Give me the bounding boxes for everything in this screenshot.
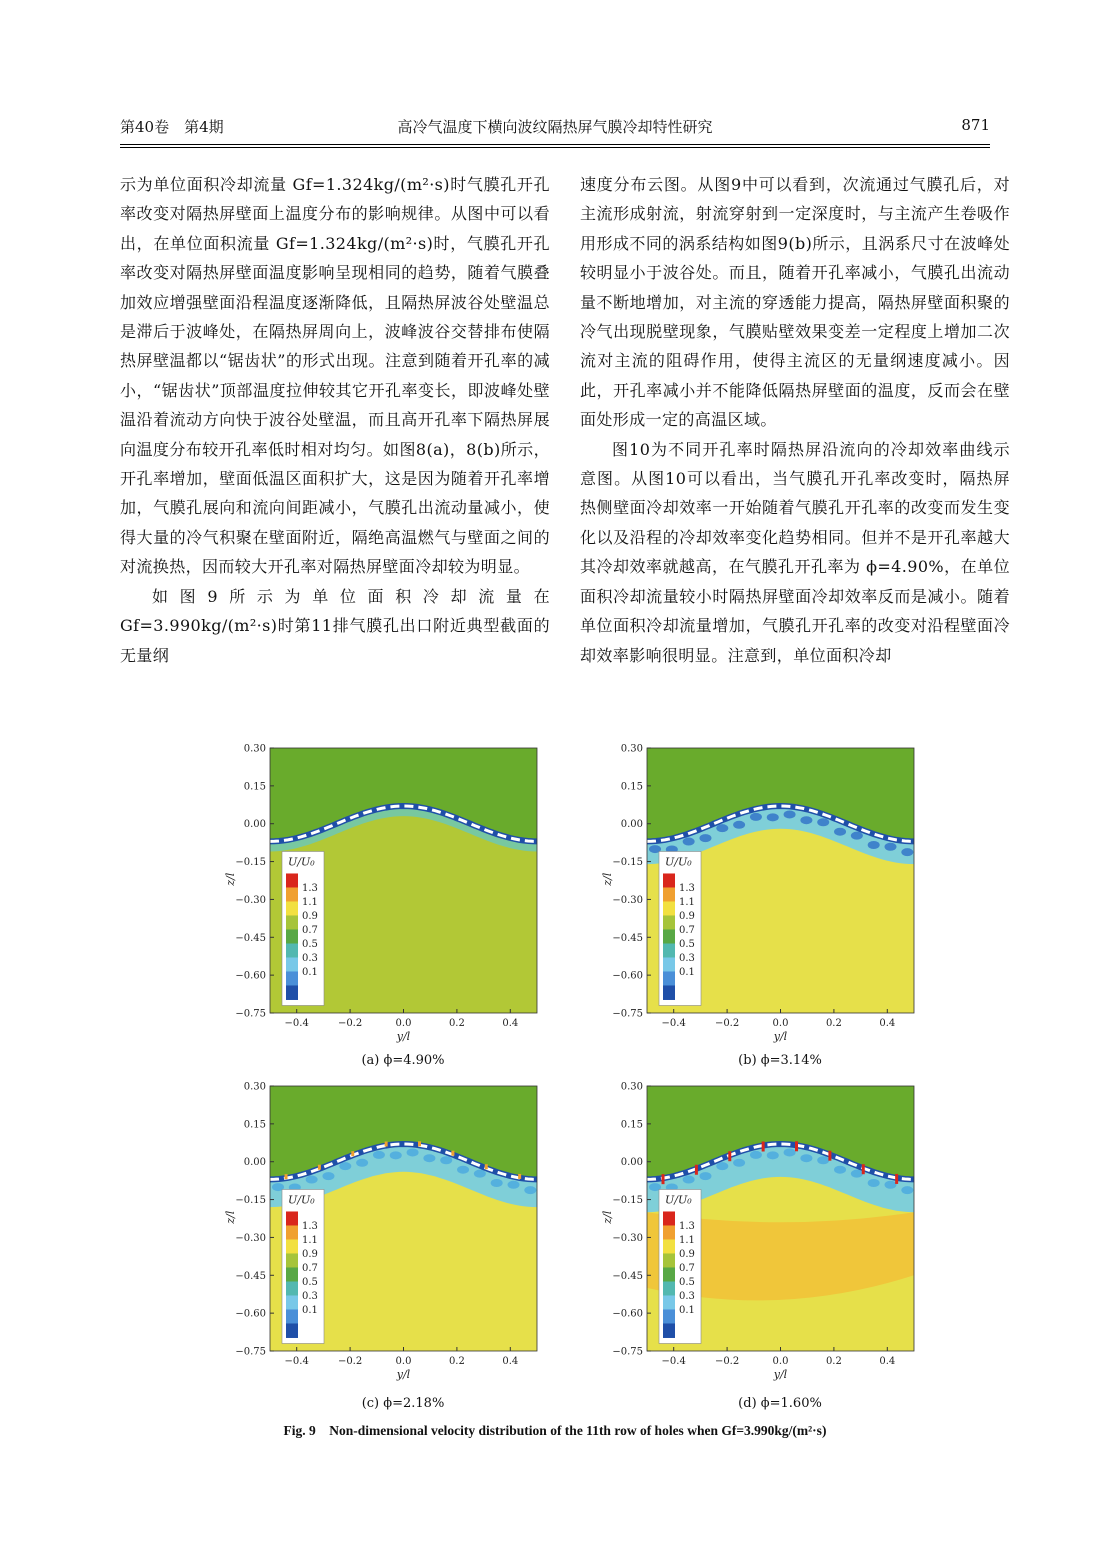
- y-tick-label: −0.15: [235, 857, 266, 869]
- header-rule-thin: [120, 147, 990, 148]
- y-tick-label: −0.15: [235, 1195, 266, 1207]
- y-tick-label: −0.75: [612, 1008, 643, 1020]
- x-tick-label: 0.0: [395, 1018, 412, 1029]
- y-tick-label: −0.75: [235, 1346, 266, 1358]
- running-header: [120, 116, 990, 140]
- y-axis-label: z/l: [224, 872, 237, 886]
- y-tick-label: 0.15: [243, 1119, 266, 1131]
- panel-d-caption: (d) ϕ=1.60%: [738, 1396, 822, 1411]
- legend-level-label: 0.3: [679, 1290, 695, 1302]
- x-axis-label: y/l: [396, 1368, 411, 1381]
- legend-level-label: 0.5: [679, 1276, 695, 1288]
- legend-level-label: 0.3: [302, 952, 318, 964]
- x-tick-label: 0.0: [772, 1356, 789, 1367]
- y-tick-label: −0.15: [612, 1195, 643, 1207]
- legend-level-label: 0.5: [302, 1276, 318, 1288]
- header-rule-thick: [120, 144, 990, 145]
- legend-level-label: 0.1: [679, 1304, 695, 1316]
- contour-panel-a: [224, 740, 538, 1043]
- legend-level-label: 0.5: [302, 938, 318, 950]
- y-tick-label: 0.15: [243, 781, 266, 793]
- legend-level-label: 1.1: [302, 1234, 318, 1246]
- y-tick-label: 0.30: [243, 1081, 266, 1093]
- legend-level-label: 0.1: [679, 966, 695, 978]
- article-title-header: 高冷气温度下横向波纹隔热屏气膜冷却特性研究: [397, 118, 713, 136]
- legend-level-label: 1.3: [302, 882, 318, 894]
- y-tick-label: −0.60: [235, 1308, 266, 1320]
- x-tick-label: 0.2: [825, 1018, 842, 1029]
- y-tick-label: 0.15: [620, 1119, 643, 1131]
- legend-level-label: 0.3: [679, 952, 695, 964]
- legend-title: U/U₀: [288, 1193, 315, 1207]
- legend-level-label: 0.9: [302, 910, 318, 922]
- legend-level-label: 0.5: [679, 938, 695, 950]
- y-tick-label: −0.30: [612, 1232, 643, 1244]
- legend-level-label: 0.7: [679, 924, 695, 936]
- x-tick-label: −0.4: [661, 1356, 686, 1367]
- y-tick-label: −0.30: [235, 1232, 266, 1244]
- legend-level-label: 0.9: [302, 1248, 318, 1260]
- legend-level-label: 0.9: [679, 1248, 695, 1260]
- panel-b-caption: (b) ϕ=3.14%: [738, 1053, 822, 1068]
- y-tick-label: −0.15: [612, 857, 643, 869]
- y-tick-label: 0.15: [620, 781, 643, 793]
- left-column: [120, 170, 550, 670]
- y-axis-label: z/l: [601, 872, 614, 886]
- y-tick-label: 0.00: [243, 819, 266, 831]
- y-tick-label: −0.75: [235, 1008, 266, 1020]
- y-tick-label: −0.45: [612, 932, 643, 944]
- legend-level-label: 1.1: [679, 1234, 695, 1246]
- y-tick-label: −0.30: [612, 894, 643, 906]
- y-tick-label: −0.60: [612, 1308, 643, 1320]
- panel-c-caption: (c) ϕ=2.18%: [361, 1396, 445, 1411]
- x-axis-label: y/l: [396, 1030, 411, 1043]
- right-column: [580, 170, 1010, 670]
- x-tick-label: 0.4: [502, 1018, 519, 1029]
- y-tick-label: −0.30: [235, 894, 266, 906]
- legend-level-label: 0.3: [302, 1290, 318, 1302]
- legend-title: U/U₀: [288, 855, 315, 869]
- y-tick-label: 0.00: [243, 1157, 266, 1169]
- y-tick-label: −0.45: [612, 1270, 643, 1282]
- y-tick-label: 0.00: [620, 1157, 643, 1169]
- legend-level-label: 0.7: [302, 1262, 318, 1274]
- y-axis-label: z/l: [601, 1210, 614, 1224]
- legend-title: U/U₀: [665, 855, 692, 869]
- x-tick-label: 0.4: [879, 1018, 896, 1029]
- legend-level-label: 0.1: [302, 966, 318, 978]
- legend-level-label: 1.1: [302, 896, 318, 908]
- left-paragraph-2: 如图9所示为单位面积冷却流量在 Gf=3.990kg/(m²·s)时第11排气膜孔出口附近典型截面的无量纲: [120, 586, 550, 665]
- contour-plot: [601, 740, 915, 1043]
- y-tick-label: −0.75: [612, 1346, 643, 1358]
- x-tick-label: −0.2: [337, 1018, 363, 1029]
- y-tick-label: 0.30: [620, 1081, 643, 1093]
- x-tick-label: 0.0: [772, 1018, 789, 1029]
- x-tick-label: −0.4: [284, 1356, 309, 1367]
- contour-panel-b: [601, 740, 915, 1043]
- x-tick-label: 0.2: [825, 1356, 842, 1367]
- x-tick-label: 0.0: [395, 1356, 412, 1367]
- x-tick-label: 0.2: [448, 1018, 465, 1029]
- legend-level-label: 1.3: [302, 1220, 318, 1232]
- legend-level-label: 0.7: [679, 1262, 695, 1274]
- x-axis-label: y/l: [773, 1368, 788, 1381]
- x-tick-label: −0.4: [661, 1018, 686, 1029]
- contour-panel-c: [224, 1078, 538, 1381]
- x-tick-label: −0.2: [714, 1018, 740, 1029]
- x-tick-label: 0.2: [448, 1356, 465, 1367]
- contour-plot: [224, 740, 538, 1043]
- legend-title: U/U₀: [665, 1193, 692, 1207]
- y-tick-label: −0.60: [235, 970, 266, 982]
- right-paragraph-2: 图10为不同开孔率时隔热屏沿流向的冷却效率曲线示意图。从图10可以看出，当气膜孔开孔率改变时，隔热屏热侧壁面冷却效率一开始随着气膜孔开孔率的改变而发生变化以及沿程的冷却效率变化趋势相同。但并不是开孔率越大其冷却效率就越高，在气膜孔开孔率为 ϕ=4.90%，在单位面积冷却流量较小时隔热屏壁面冷却效率反而是减小。随着单位面积冷却流量增加，气膜孔开孔率的改变对沿程壁面冷却效率影响很明显。注意到，单位面积冷却: [580, 439, 1010, 665]
- legend-level-label: 0.9: [679, 910, 695, 922]
- legend-level-label: 1.3: [679, 1220, 695, 1232]
- legend-level-label: 1.3: [679, 882, 695, 894]
- legend-level-label: 0.7: [302, 924, 318, 936]
- contour-plot: [224, 1078, 538, 1381]
- x-tick-label: 0.4: [502, 1356, 519, 1367]
- journal-volume-issue: 第40卷 第4期: [120, 118, 224, 136]
- right-paragraph-1: 速度分布云图。从图9中可以看到，次流通过气膜孔后，对主流形成射流，射流穿射到一定深度时，与主流产生卷吸作用形成不同的涡系结构如图9(b)所示，且涡系尺寸在波峰处较明显小于波谷处。而且，随着开孔率减小，气膜孔出流动量不断地增加，对主流的穿透能力提高，隔热屏壁面积聚的冷气出现脱壁现象，气膜贴壁效果变差一定程度上增加二次流对主流的阻碍作用，使得主流区的无量纲速度减小。因此，开孔率减小并不能降低隔热屏壁面的温度，反而会在壁面处形成一定的高温区域。: [580, 175, 1010, 430]
- y-tick-label: 0.30: [243, 743, 266, 755]
- y-tick-label: −0.45: [235, 1270, 266, 1282]
- page-number: 871: [961, 116, 990, 134]
- legend-level-label: 1.1: [679, 896, 695, 908]
- x-tick-label: 0.4: [879, 1356, 896, 1367]
- left-paragraph-1: 示为单位面积冷却流量 Gf=1.324kg/(m²·s)时气膜孔开孔率改变对隔热屏壁面上温度分布的影响规律。从图中可以看出，在单位面积流量 Gf=1.324kg/(m²·s)时，气膜孔开孔率改变对隔热屏壁面温度影响呈现相同的趋势，随着气膜叠加效应增强壁面沿程温度逐渐降低，且隔热屏波谷处壁温总是滞后于波峰处，在隔热屏周向上，波峰波谷交替排布使隔热屏壁温都以“锯齿状”的形式出现。注意到随着开孔率的减小，“锯齿状”顶部温度拉伸较其它开孔率变长，即波峰处壁温沿着流动方向快于波谷处壁温，而且高开孔率下隔热屏展向温度分布较开孔率低时相对均匀。如图8(a)，8(b)所示，开孔率增加，壁面低温区面积扩大，这是因为随着开孔率增加，气膜孔展向和流向间距减小，气膜孔出流动量减小，使得大量的冷气积聚在壁面附近，隔绝高温燃气与壁面之间的对流换热，因而较大开孔率对隔热屏壁面冷却较为明显。: [120, 175, 550, 577]
- contour-plot: [601, 1078, 915, 1381]
- panel-a-caption: (a) ϕ=4.90%: [361, 1053, 445, 1068]
- x-tick-label: −0.2: [337, 1356, 363, 1367]
- y-tick-label: −0.45: [235, 932, 266, 944]
- y-tick-label: 0.00: [620, 819, 643, 831]
- x-tick-label: −0.4: [284, 1018, 309, 1029]
- y-tick-label: 0.30: [620, 743, 643, 755]
- x-axis-label: y/l: [773, 1030, 788, 1043]
- figure-caption: Fig. 9 Non-dimensional velocity distribution of the 11th row of holes when Gf=3.990kg/(m²·s): [283, 1423, 827, 1438]
- contour-panel-d: [601, 1078, 915, 1381]
- y-axis-label: z/l: [224, 1210, 237, 1224]
- legend-level-label: 0.1: [302, 1304, 318, 1316]
- x-tick-label: −0.2: [714, 1356, 740, 1367]
- y-tick-label: −0.60: [612, 970, 643, 982]
